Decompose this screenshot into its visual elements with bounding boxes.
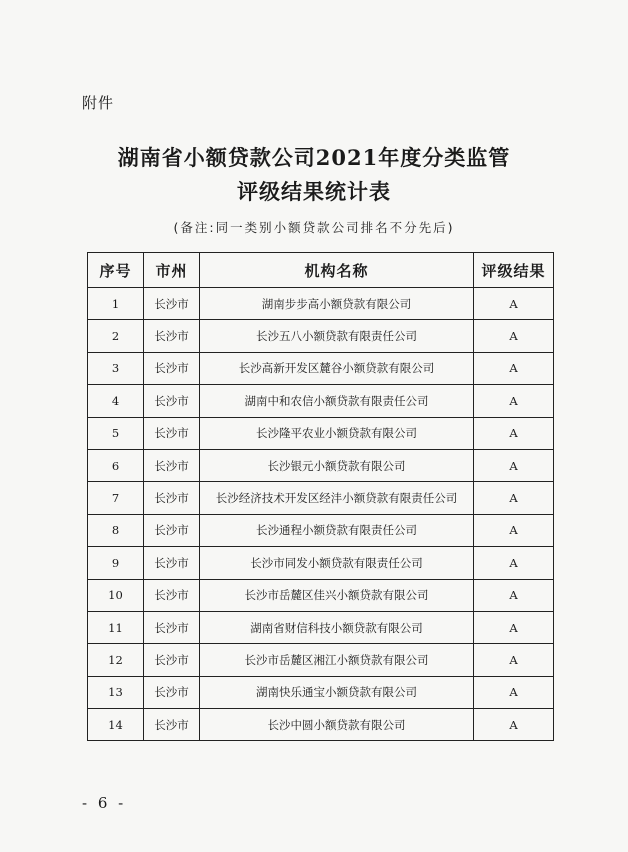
cell-institution-name: 长沙市岳麓区佳兴小额贷款有限公司 [200,579,474,611]
attachment-label: 附件 [82,94,115,112]
table-row [88,676,554,708]
cell-institution-name: 长沙高新开发区麓谷小额贷款有限公司 [200,352,474,384]
table-row [88,288,554,320]
cell-institution-name: 湖南快乐通宝小额贷款有限公司 [200,676,474,708]
cell-rating-result: A [474,611,554,643]
table-row [88,449,554,481]
cell-city: 长沙市 [144,676,200,708]
cell-institution-name: 湖南省财信科技小额贷款有限公司 [200,611,474,643]
cell-city: 长沙市 [144,385,200,417]
cell-serial-number: 12 [88,644,144,676]
cell-serial-number: 8 [88,514,144,546]
header-rating-result: 评级结果 [474,253,554,288]
table-row [88,320,554,352]
cell-institution-name: 湖南步步高小额贷款有限公司 [200,288,474,320]
table-row [88,514,554,546]
cell-rating-result: A [474,449,554,481]
cell-institution-name: 长沙隆平农业小额贷款有限公司 [200,417,474,449]
cell-city: 长沙市 [144,547,200,579]
table-row [88,482,554,514]
cell-serial-number: 3 [88,352,144,384]
cell-rating-result: A [474,579,554,611]
cell-institution-name: 长沙五八小额贷款有限责任公司 [200,320,474,352]
cell-serial-number: 13 [88,676,144,708]
table-header-row [88,253,554,288]
cell-institution-name: 长沙银元小额贷款有限公司 [200,449,474,481]
cell-city: 长沙市 [144,482,200,514]
document-title-line2: 评级结果统计表 [237,179,391,204]
cell-rating-result: A [474,514,554,546]
cell-city: 长沙市 [144,417,200,449]
cell-rating-result: A [474,320,554,352]
table-body [88,288,554,741]
cell-rating-result: A [474,709,554,741]
table-row [88,385,554,417]
table-row [88,644,554,676]
cell-city: 长沙市 [144,709,200,741]
cell-rating-result: A [474,385,554,417]
cell-serial-number: 9 [88,547,144,579]
cell-city: 长沙市 [144,449,200,481]
cell-rating-result: A [474,547,554,579]
rating-results-table [87,252,554,741]
cell-institution-name: 长沙市岳麓区湘江小额贷款有限公司 [200,644,474,676]
cell-serial-number: 11 [88,611,144,643]
table-note: (备注:同一类别小额贷款公司排名不分先后) [173,220,455,235]
cell-serial-number: 5 [88,417,144,449]
header-city: 市州 [144,253,200,288]
header-serial-number: 序号 [88,253,144,288]
cell-city: 长沙市 [144,288,200,320]
header-institution-name: 机构名称 [200,253,474,288]
cell-institution-name: 长沙市同发小额贷款有限责任公司 [200,547,474,579]
cell-institution-name: 长沙中圆小额贷款有限公司 [200,709,474,741]
cell-city: 长沙市 [144,514,200,546]
table-row [88,709,554,741]
cell-rating-result: A [474,352,554,384]
table-row [88,579,554,611]
cell-rating-result: A [474,417,554,449]
cell-serial-number: 14 [88,709,144,741]
cell-city: 长沙市 [144,611,200,643]
cell-serial-number: 1 [88,288,144,320]
cell-rating-result: A [474,482,554,514]
cell-city: 长沙市 [144,320,200,352]
document-title-line1: 湖南省小额贷款公司2021年度分类监管 [117,145,511,170]
cell-city: 长沙市 [144,579,200,611]
cell-institution-name: 长沙经济技术开发区经沣小额贷款有限责任公司 [200,482,474,514]
cell-serial-number: 6 [88,449,144,481]
table-row [88,611,554,643]
cell-rating-result: A [474,288,554,320]
cell-serial-number: 4 [88,385,144,417]
cell-city: 长沙市 [144,644,200,676]
cell-serial-number: 2 [88,320,144,352]
cell-institution-name: 湖南中和农信小额贷款有限责任公司 [200,385,474,417]
cell-institution-name: 长沙通程小额贷款有限责任公司 [200,514,474,546]
page-number: - 6 - [82,794,127,812]
table-row [88,352,554,384]
cell-serial-number: 7 [88,482,144,514]
table-row [88,547,554,579]
cell-rating-result: A [474,644,554,676]
cell-city: 长沙市 [144,352,200,384]
cell-rating-result: A [474,676,554,708]
table-row [88,417,554,449]
cell-serial-number: 10 [88,579,144,611]
